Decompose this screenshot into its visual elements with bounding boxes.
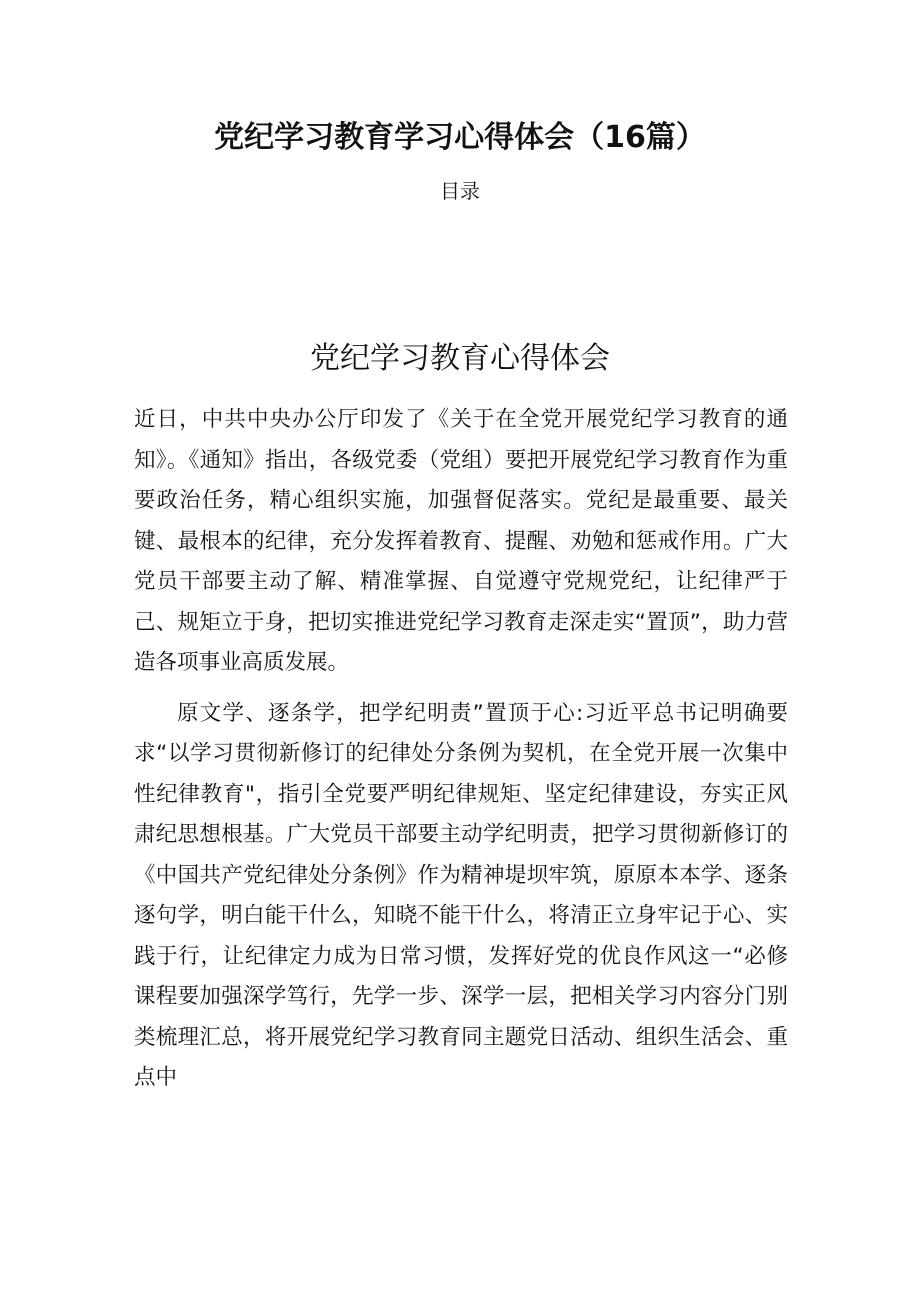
table-of-contents-label: 目录 [440, 179, 480, 203]
paragraph-1: 近日，中共中央办公厅印发了《关于在全党开展党纪学习教育的通知》。《通知》指出，各级党委（党组）要把开展党纪学习教育作为重要政治任务，精心组织实施，加强督促落实。党纪是最重要、最关键、最根本的纪律，充分发挥着教育、提醒、劝勉和惩戒作用。广大党员干部要主动了解、精准掌握、自觉遵守党规党纪，让纪律严于己、规矩立于身，把切实推进党纪学习教育走深走实“置顶”，助力营造各项事业高质发展。 [134, 407, 788, 675]
body-text [134, 400, 788, 1099]
section-title: 党纪学习教育心得体会 [310, 341, 610, 376]
paragraph-2: 原文学、逐条学，把学纪明责”置顶于心:习近平总书记明确要求“以学习贯彻新修订的纪律处分条例为契机，在全党开展一次集中性纪律教育"，指引全党要严明纪律规矩、坚定纪律建设，夯实正风肃纪思想根基。广大党员干部要主动学纪明责，把学习贯彻新修订的《中国共产党纪律处分条例》作为精神堤坝牢筑，原原本本学、逐条逐句学，明白能干什么，知晓不能干什么，将清正立身牢记于心、实践于行，让纪律定力成为日常习惯，发挥好党的优良作风这一“必修课程要加强深学笃行，先学一步、深学一层，把相关学习内容分门别类梳理汇总，将开展党纪学习教育同主题党日活动、组织生活会、重点中 [134, 700, 788, 1090]
document-title: 党纪学习教育学习心得体会（16篇） [214, 120, 706, 155]
